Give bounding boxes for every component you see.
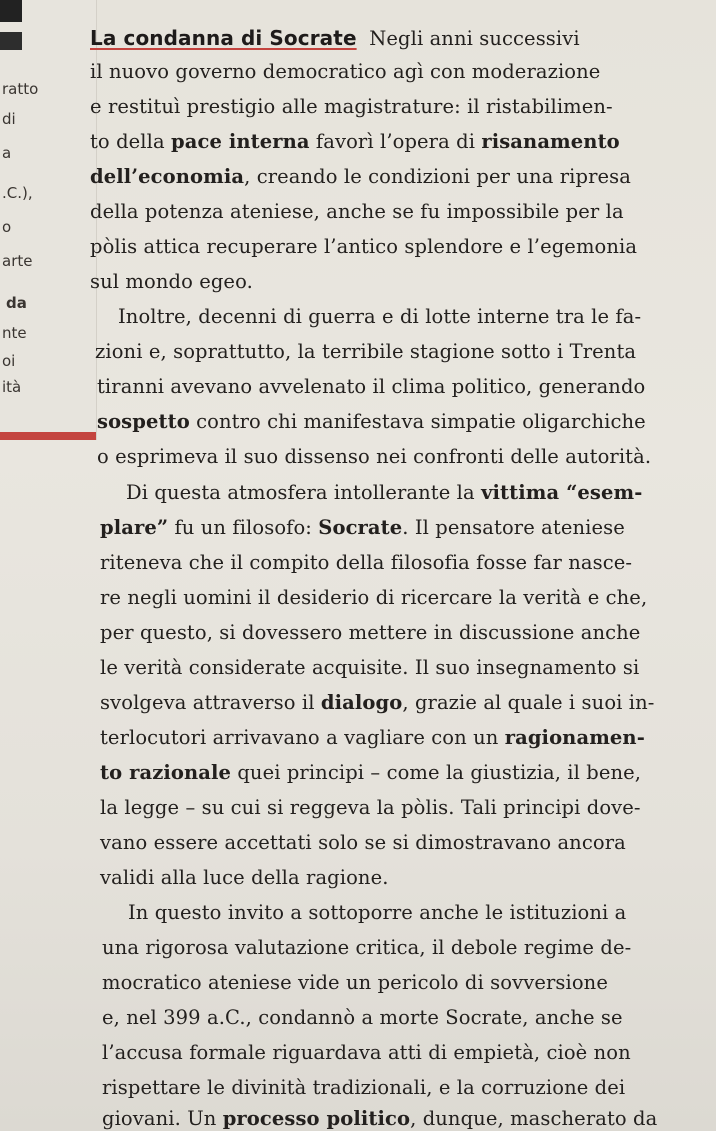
text-line: tiranni avevano avvelenato il clima politico, generando — [97, 375, 646, 398]
text-run: favorì l’opera di — [309, 130, 482, 153]
bold-term: pace interna — [171, 130, 310, 153]
bold-term: plare” — [100, 516, 169, 539]
margin-note: di — [2, 110, 16, 128]
margin-note: a — [2, 144, 12, 162]
text-line: o esprimeva il suo dissenso nei confronti delle autorità. — [97, 445, 652, 468]
margin-note: oi — [2, 352, 16, 370]
text-run: , creando le condizioni per una ripresa — [244, 165, 631, 188]
text-line: In questo invito a sottoporre anche le istituzioni a — [128, 901, 627, 924]
text-line — [100, 691, 654, 715]
text-line — [90, 165, 631, 189]
margin-note: arte — [2, 252, 33, 270]
text-run: terlocutori arrivavano a vagliare con un — [100, 726, 505, 749]
text-line — [90, 130, 620, 154]
bold-term: risanamento — [481, 130, 620, 153]
margin-note: ità — [2, 378, 22, 396]
text-line: rispettare le divinità tradizionali, e la corruzione dei — [102, 1076, 626, 1099]
text-line: re negli uomini il desiderio di ricercare la verità e che, — [100, 586, 648, 609]
text-line: zioni e, soprattutto, la terribile stagione sotto i Trenta — [95, 340, 637, 363]
text-line: mocratico ateniese vide un pericolo di sovversione — [102, 971, 608, 994]
margin-note: ratto — [2, 80, 39, 98]
text-line: l’accusa formale riguardava atti di empietà, cioè non — [102, 1041, 631, 1064]
text-line: pòlis attica recuperare l’antico splendore e l’egemonia — [90, 235, 638, 258]
text-line: il nuovo governo democratico agì con moderazione — [90, 60, 601, 83]
text-line: e, nel 399 a.C., condannò a morte Socrate, anche se — [102, 1006, 623, 1029]
text-line: le verità considerate acquisite. Il suo insegnamento si — [100, 656, 640, 679]
bold-term: dialogo — [320, 691, 403, 714]
bold-term: sospetto — [97, 410, 190, 433]
text-run: svolgeva attraverso il — [100, 691, 321, 714]
bold-term: processo politico — [222, 1107, 411, 1130]
margin-image-fragment — [0, 32, 22, 50]
margin-note: nte — [2, 324, 27, 342]
text-line — [97, 410, 646, 434]
bold-term: to razionale — [100, 761, 232, 784]
text-line: riteneva che il compito della filosofia fosse far nasce- — [100, 551, 633, 574]
text-line: validi alla luce della ragione. — [100, 866, 389, 889]
text-line: vano essere accettati solo se si dimostravano ancora — [100, 831, 626, 854]
text-run: , dunque, mascherato da — [410, 1107, 658, 1130]
text-line: per questo, si dovessero mettere in discussione anche — [100, 621, 641, 644]
text-line — [100, 516, 625, 540]
text-line — [90, 26, 580, 51]
text-line: una rigorosa valutazione critica, il debole regime de- — [102, 936, 632, 959]
margin-column — [0, 0, 97, 440]
text-line — [100, 726, 645, 750]
bold-term: dell’economia — [90, 165, 245, 188]
text-line: della potenza ateniese, anche se fu impossibile per la — [90, 200, 624, 223]
text-line: la legge – su cui si reggeva la pòlis. Tali principi dove- — [100, 796, 641, 819]
text-run: giovani. Un — [102, 1107, 223, 1130]
text-line: e restituì prestigio alle magistrature: il ristabilimen- — [90, 95, 613, 118]
text-line — [100, 761, 641, 785]
margin-note: .C.), — [2, 184, 33, 202]
text-run: fu un filosofo: — [168, 516, 319, 539]
margin-red-bar — [0, 432, 96, 440]
bold-term: Socrate — [318, 516, 403, 539]
bold-term: vittima “esem- — [481, 481, 643, 504]
text-run: . Il pensatore ateniese — [402, 516, 625, 539]
text-run: Negli anni successivi — [369, 27, 580, 50]
text-line: sul mondo egeo. — [90, 270, 253, 293]
text-line — [102, 1107, 657, 1131]
text-run: contro chi manifestava simpatie oligarchiche — [189, 410, 646, 433]
text-run: Di questa atmosfera intollerante la — [126, 481, 482, 504]
margin-note: da — [6, 294, 27, 312]
bold-term: ragionamen- — [504, 726, 645, 749]
text-run: quei principi – come la giustizia, il bene, — [231, 761, 642, 784]
text-run: , grazie al quale i suoi in- — [402, 691, 655, 714]
text-line: Inoltre, decenni di guerra e di lotte interne tra le fa- — [118, 305, 642, 328]
text-line — [126, 481, 642, 505]
margin-image-fragment — [0, 0, 22, 22]
margin-note: o — [2, 218, 12, 236]
section-title: La condanna di Socrate — [90, 26, 357, 50]
text-run: to della — [90, 130, 171, 153]
